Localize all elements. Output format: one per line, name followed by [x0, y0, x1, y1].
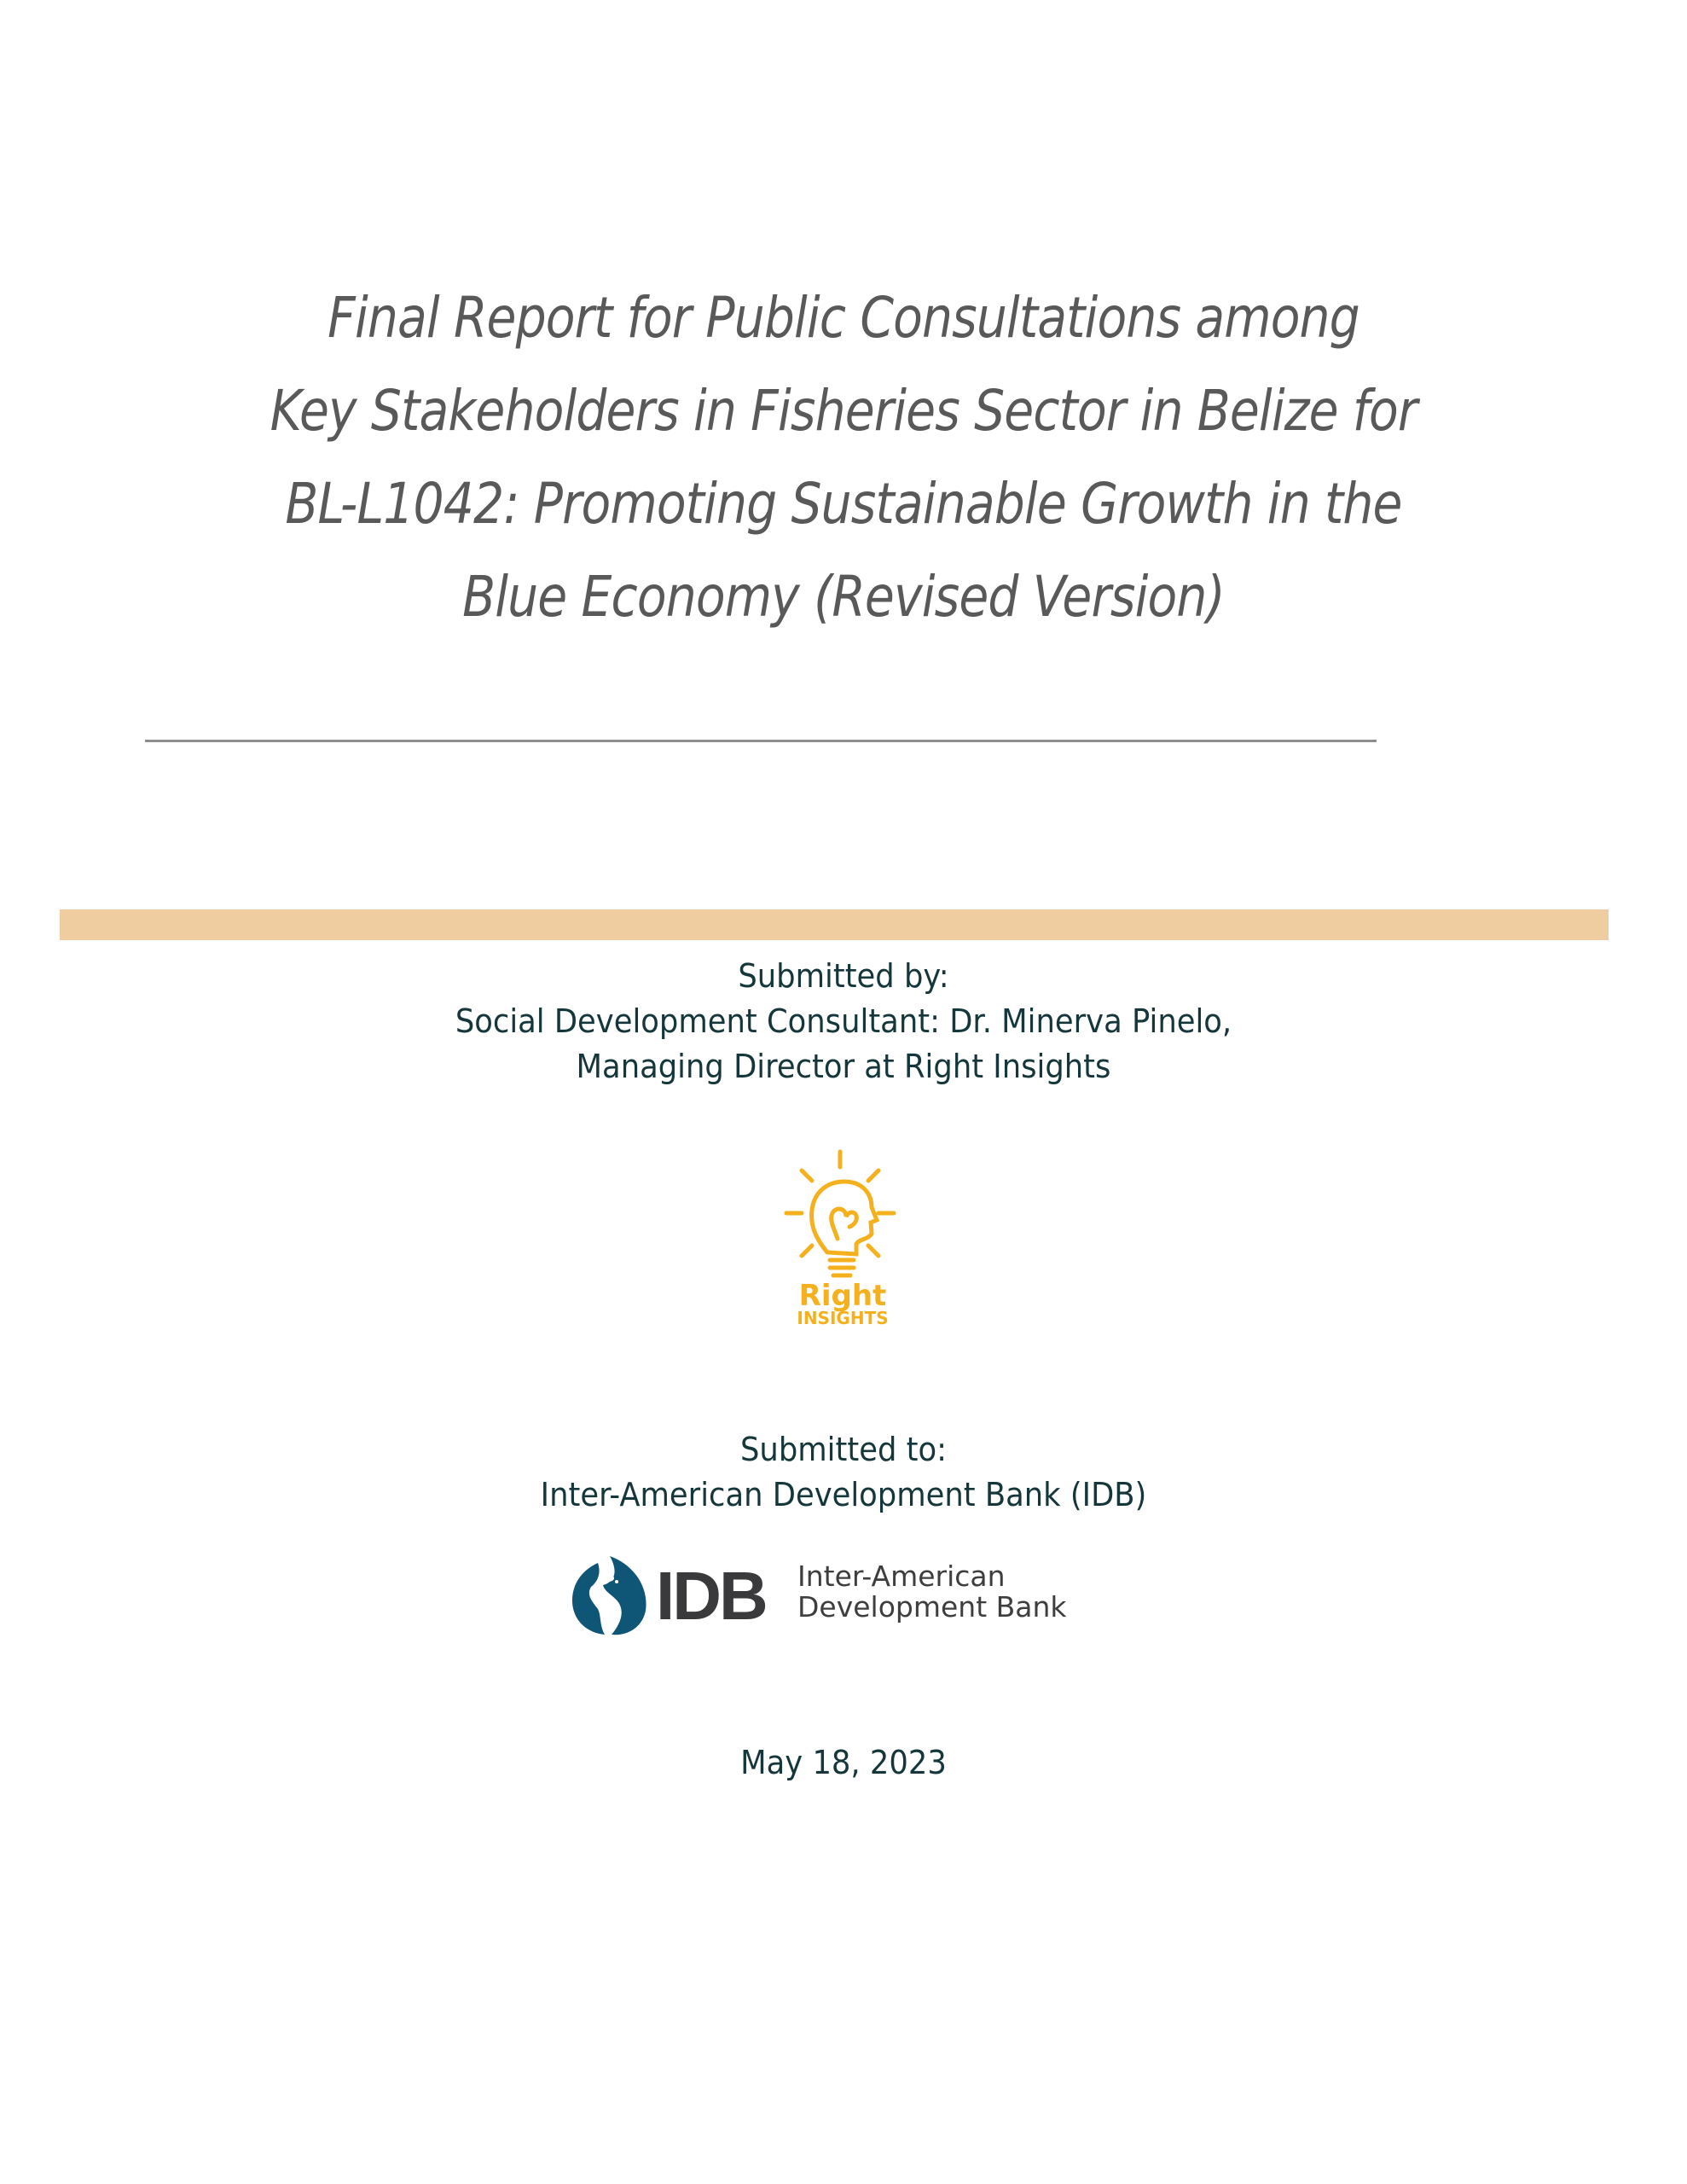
idb-name-line-2: Development Bank [797, 1590, 1067, 1623]
lightbulb-head-icon [768, 1143, 921, 1331]
submitted-by-label: Submitted by: [738, 957, 949, 995]
submitted-by-block [59, 954, 1628, 1089]
submitted-to-block [59, 1427, 1628, 1518]
idb-full-name [797, 1561, 1067, 1623]
consultant-name: Social Development Consultant: Dr. Minerva Pinelo, [455, 1002, 1232, 1040]
right-insights-subword: INSIGHTS [797, 1308, 889, 1328]
recipient-name: Inter-American Development Bank (IDB) [540, 1476, 1147, 1513]
horizontal-divider [145, 740, 1377, 742]
date-text: May 18, 2023 [740, 1744, 947, 1781]
globe-americas-icon [567, 1553, 652, 1638]
idb-logo [567, 1553, 1096, 1638]
title-line-2: Key Stakeholders in Fisheries Sector in Belize for [270, 378, 1417, 444]
accent-band [60, 909, 1609, 940]
right-insights-logo [768, 1143, 921, 1331]
report-title [264, 271, 1422, 643]
idb-name-line-1: Inter-American [797, 1560, 1006, 1593]
idb-acronym: IDB [656, 1558, 766, 1634]
consultant-role: Managing Director at Right Insights [576, 1048, 1111, 1085]
right-insights-word: Right [798, 1279, 887, 1313]
title-line-4: Blue Economy (Revised Version) [462, 564, 1225, 630]
title-line-1: Final Report for Public Consultations among [328, 285, 1359, 351]
title-line-3: BL-L1042: Promoting Sustainable Growth in the [285, 471, 1402, 537]
report-date [59, 1740, 1628, 1786]
submitted-to-label: Submitted to: [739, 1431, 948, 1468]
